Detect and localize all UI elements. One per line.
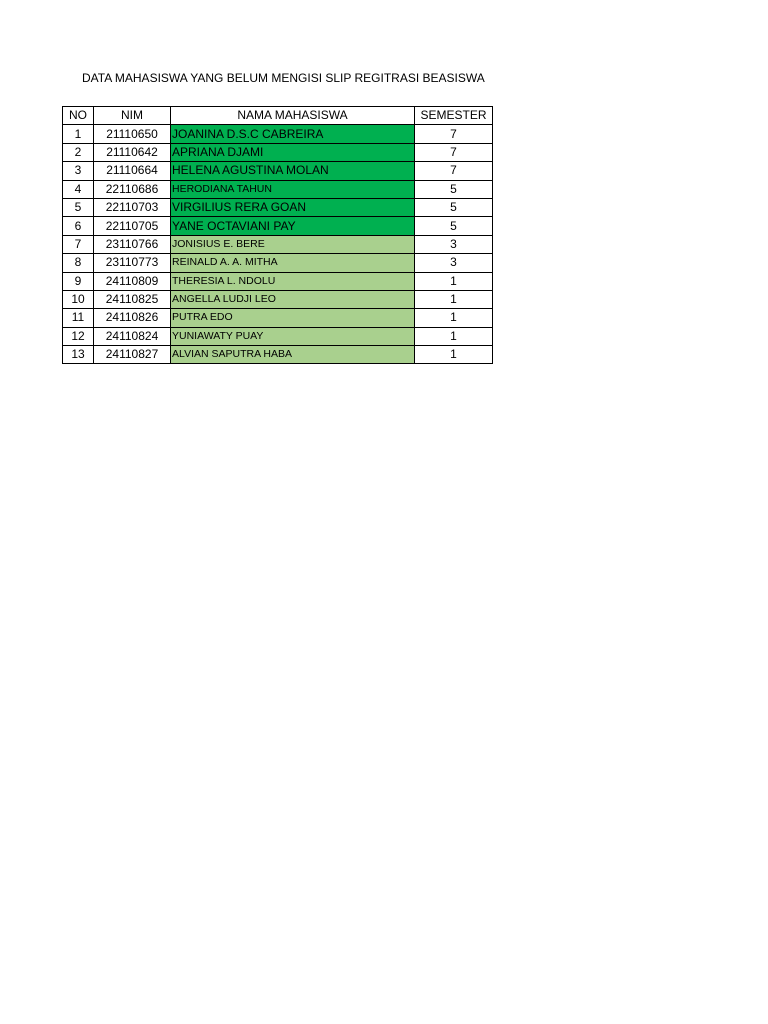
table-row [63, 143, 493, 161]
table-row [63, 309, 493, 327]
cell-semester: 5 [415, 180, 493, 198]
cell-nim: 23110773 [94, 254, 171, 272]
cell-semester: 1 [415, 309, 493, 327]
cell-nim: 21110642 [94, 143, 171, 161]
cell-name: ANGELLA LUDJI LEO [171, 290, 415, 308]
cell-nim: 24110827 [94, 346, 171, 364]
cell-semester: 1 [415, 327, 493, 345]
header-row [63, 107, 493, 125]
cell-semester: 7 [415, 125, 493, 143]
cell-semester: 7 [415, 162, 493, 180]
cell-name: THERESIA L. NDOLU [171, 272, 415, 290]
cell-name: JOANINA D.S.C CABREIRA [171, 125, 415, 143]
table-row [63, 346, 493, 364]
table-row [63, 290, 493, 308]
cell-semester: 1 [415, 290, 493, 308]
cell-nim: 24110809 [94, 272, 171, 290]
cell-semester: 3 [415, 235, 493, 253]
table-row [63, 254, 493, 272]
cell-no: 6 [63, 217, 94, 235]
cell-semester: 3 [415, 254, 493, 272]
header-nim: NIM [94, 107, 171, 125]
cell-nim: 24110826 [94, 309, 171, 327]
header-no: NO [63, 107, 94, 125]
cell-name: HERODIANA TAHUN [171, 180, 415, 198]
cell-no: 13 [63, 346, 94, 364]
table-row [63, 180, 493, 198]
table-row [63, 125, 493, 143]
cell-name: REINALD A. A. MITHA [171, 254, 415, 272]
cell-name: PUTRA EDO [171, 309, 415, 327]
cell-name: VIRGILIUS RERA GOAN [171, 198, 415, 216]
table-row [63, 272, 493, 290]
cell-no: 1 [63, 125, 94, 143]
cell-no: 10 [63, 290, 94, 308]
cell-semester: 1 [415, 272, 493, 290]
cell-nim: 22110705 [94, 217, 171, 235]
cell-nim: 22110686 [94, 180, 171, 198]
cell-no: 11 [63, 309, 94, 327]
cell-no: 4 [63, 180, 94, 198]
cell-name: APRIANA DJAMI [171, 143, 415, 161]
cell-semester: 1 [415, 346, 493, 364]
cell-name: JONISIUS E. BERE [171, 235, 415, 253]
cell-name: YANE OCTAVIANI PAY [171, 217, 415, 235]
header-name: NAMA MAHASISWA [171, 107, 415, 125]
cell-nim: 21110650 [94, 125, 171, 143]
student-table [62, 106, 493, 364]
cell-no: 2 [63, 143, 94, 161]
cell-no: 5 [63, 198, 94, 216]
cell-semester: 5 [415, 198, 493, 216]
table-row [63, 235, 493, 253]
page-title: DATA MAHASISWA YANG BELUM MENGISI SLIP REGITRASI BEASISWA [82, 71, 485, 85]
cell-semester: 5 [415, 217, 493, 235]
cell-no: 12 [63, 327, 94, 345]
table-row [63, 327, 493, 345]
cell-no: 7 [63, 235, 94, 253]
cell-nim: 22110703 [94, 198, 171, 216]
cell-nim: 24110825 [94, 290, 171, 308]
cell-nim: 23110766 [94, 235, 171, 253]
cell-nim: 24110824 [94, 327, 171, 345]
cell-name: YUNIAWATY PUAY [171, 327, 415, 345]
header-semester: SEMESTER [415, 107, 493, 125]
table-row [63, 198, 493, 216]
cell-name: ALVIAN SAPUTRA HABA [171, 346, 415, 364]
cell-no: 3 [63, 162, 94, 180]
cell-no: 9 [63, 272, 94, 290]
cell-name: HELENA AGUSTINA MOLAN [171, 162, 415, 180]
cell-no: 8 [63, 254, 94, 272]
table-row [63, 217, 493, 235]
table-row [63, 162, 493, 180]
cell-semester: 7 [415, 143, 493, 161]
cell-nim: 21110664 [94, 162, 171, 180]
